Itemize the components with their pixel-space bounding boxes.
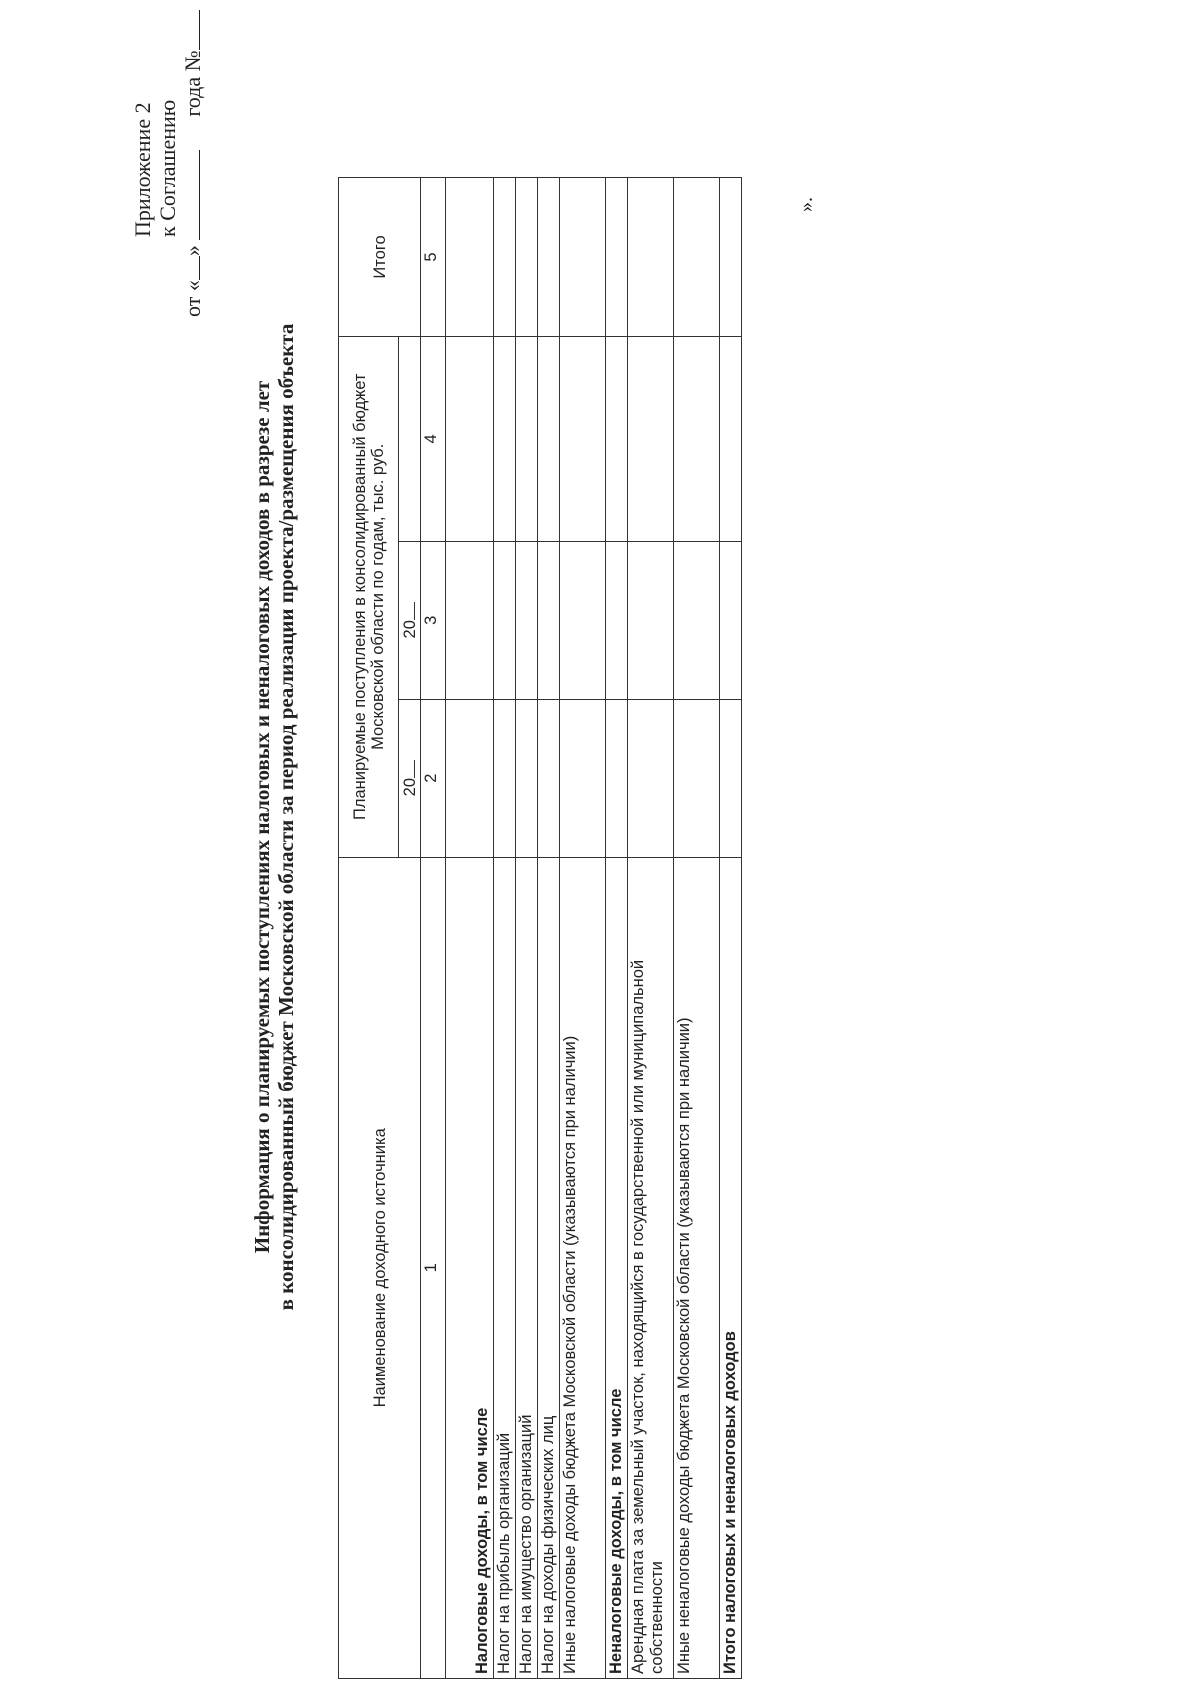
table-cell (538, 541, 560, 699)
header-year-1 (399, 699, 421, 857)
table-cell (674, 178, 720, 337)
table-cell (446, 336, 494, 541)
appendix-date-line (180, 17, 205, 317)
table-cell (516, 178, 538, 337)
table-row (516, 178, 538, 1679)
row-label: Налоговые доходы, в том числе (446, 857, 494, 1678)
row-label: Иные налоговые доходы бюджета Московской области (указываются при наличии) (560, 857, 606, 1678)
date-mid: » (180, 245, 205, 257)
table-cell (628, 541, 674, 699)
appendix-block (130, 17, 205, 317)
date-prefix: от « (180, 280, 205, 317)
table-cell (494, 541, 516, 699)
table-row (720, 178, 742, 1679)
table-cell (720, 699, 742, 857)
title-line-2: в консолидированный бюджет Московской области за период реализации проекта/размещения объекта (274, 323, 298, 1311)
document-title (250, 267, 298, 1367)
row-label: Арендная плата за земельный участок, находящийся в государственной или муниципальной собственности (628, 857, 674, 1678)
table-row (674, 178, 720, 1679)
table-cell (516, 699, 538, 857)
table-cell (606, 178, 628, 337)
table-cell (494, 336, 516, 541)
row-label: Налог на прибыль организаций (494, 857, 516, 1678)
table-cell (516, 541, 538, 699)
header-total: Итого (339, 178, 421, 337)
table-cell (606, 336, 628, 541)
header-year-3 (399, 336, 421, 541)
row-label: Налог на доходы физических лиц (538, 857, 560, 1678)
header-year-2 (399, 541, 421, 699)
col-number: 3 (421, 541, 446, 699)
table-cell (494, 699, 516, 857)
table-cell (560, 541, 606, 699)
table-header-row (339, 178, 399, 1679)
table-cell (628, 699, 674, 857)
header-name-col: Наименование доходного источника (339, 857, 421, 1678)
table-cell (538, 336, 560, 541)
table-cell (560, 336, 606, 541)
year-1-blank (400, 760, 415, 778)
number-blank (181, 10, 200, 50)
title-line-1: Информация о планируемых поступлениях налоговых и неналоговых доходов в разрезе лет (250, 380, 274, 1254)
table-row (628, 178, 674, 1679)
header-planned-group: Планируемые поступления в консолидированный бюджет Московской области по годам, тыс. руб. (339, 336, 399, 857)
table-cell (628, 178, 674, 337)
month-blank (181, 150, 200, 240)
row-label: Итого налоговых и неналоговых доходов (720, 857, 742, 1678)
table-cell (516, 336, 538, 541)
table-cell (538, 699, 560, 857)
col-number: 2 (421, 699, 446, 857)
closing-quote: ». (795, 197, 817, 212)
table-row (560, 178, 606, 1679)
appendix-subtitle: к Соглашению (155, 99, 180, 237)
table-cell (606, 699, 628, 857)
table-row (446, 178, 494, 1679)
table-cell (494, 178, 516, 337)
revenue-table (338, 177, 742, 1679)
table-cell (446, 178, 494, 337)
table-row (538, 178, 560, 1679)
table-cell (446, 699, 494, 857)
table-cell (674, 699, 720, 857)
table-cell (560, 699, 606, 857)
year-2-prefix: 20 (401, 620, 419, 639)
col-number: 5 (421, 178, 446, 337)
table-cell (720, 178, 742, 337)
table-cell (720, 336, 742, 541)
day-blank (181, 256, 200, 280)
table-cell (446, 541, 494, 699)
row-label: Иные неналоговые доходы бюджета Московской области (указываются при наличии) (674, 857, 720, 1678)
table-row (494, 178, 516, 1679)
table-cell (674, 541, 720, 699)
table-cell (628, 336, 674, 541)
table-cell (720, 541, 742, 699)
row-label: Неналоговые доходы, в том числе (606, 857, 628, 1678)
col-number: 1 (421, 857, 446, 1678)
table-cell (538, 178, 560, 337)
year-1-prefix: 20 (401, 777, 419, 797)
table-row (606, 178, 628, 1679)
row-label: Налог на имущество организаций (516, 857, 538, 1678)
year-suffix: года № (180, 50, 205, 117)
col-number: 4 (421, 336, 446, 541)
table-cell (606, 541, 628, 699)
column-number-row (421, 178, 446, 1679)
table-cell (560, 178, 606, 337)
year-2-blank (400, 602, 415, 620)
table-cell (674, 336, 720, 541)
appendix-title: Приложение 2 (130, 102, 155, 237)
